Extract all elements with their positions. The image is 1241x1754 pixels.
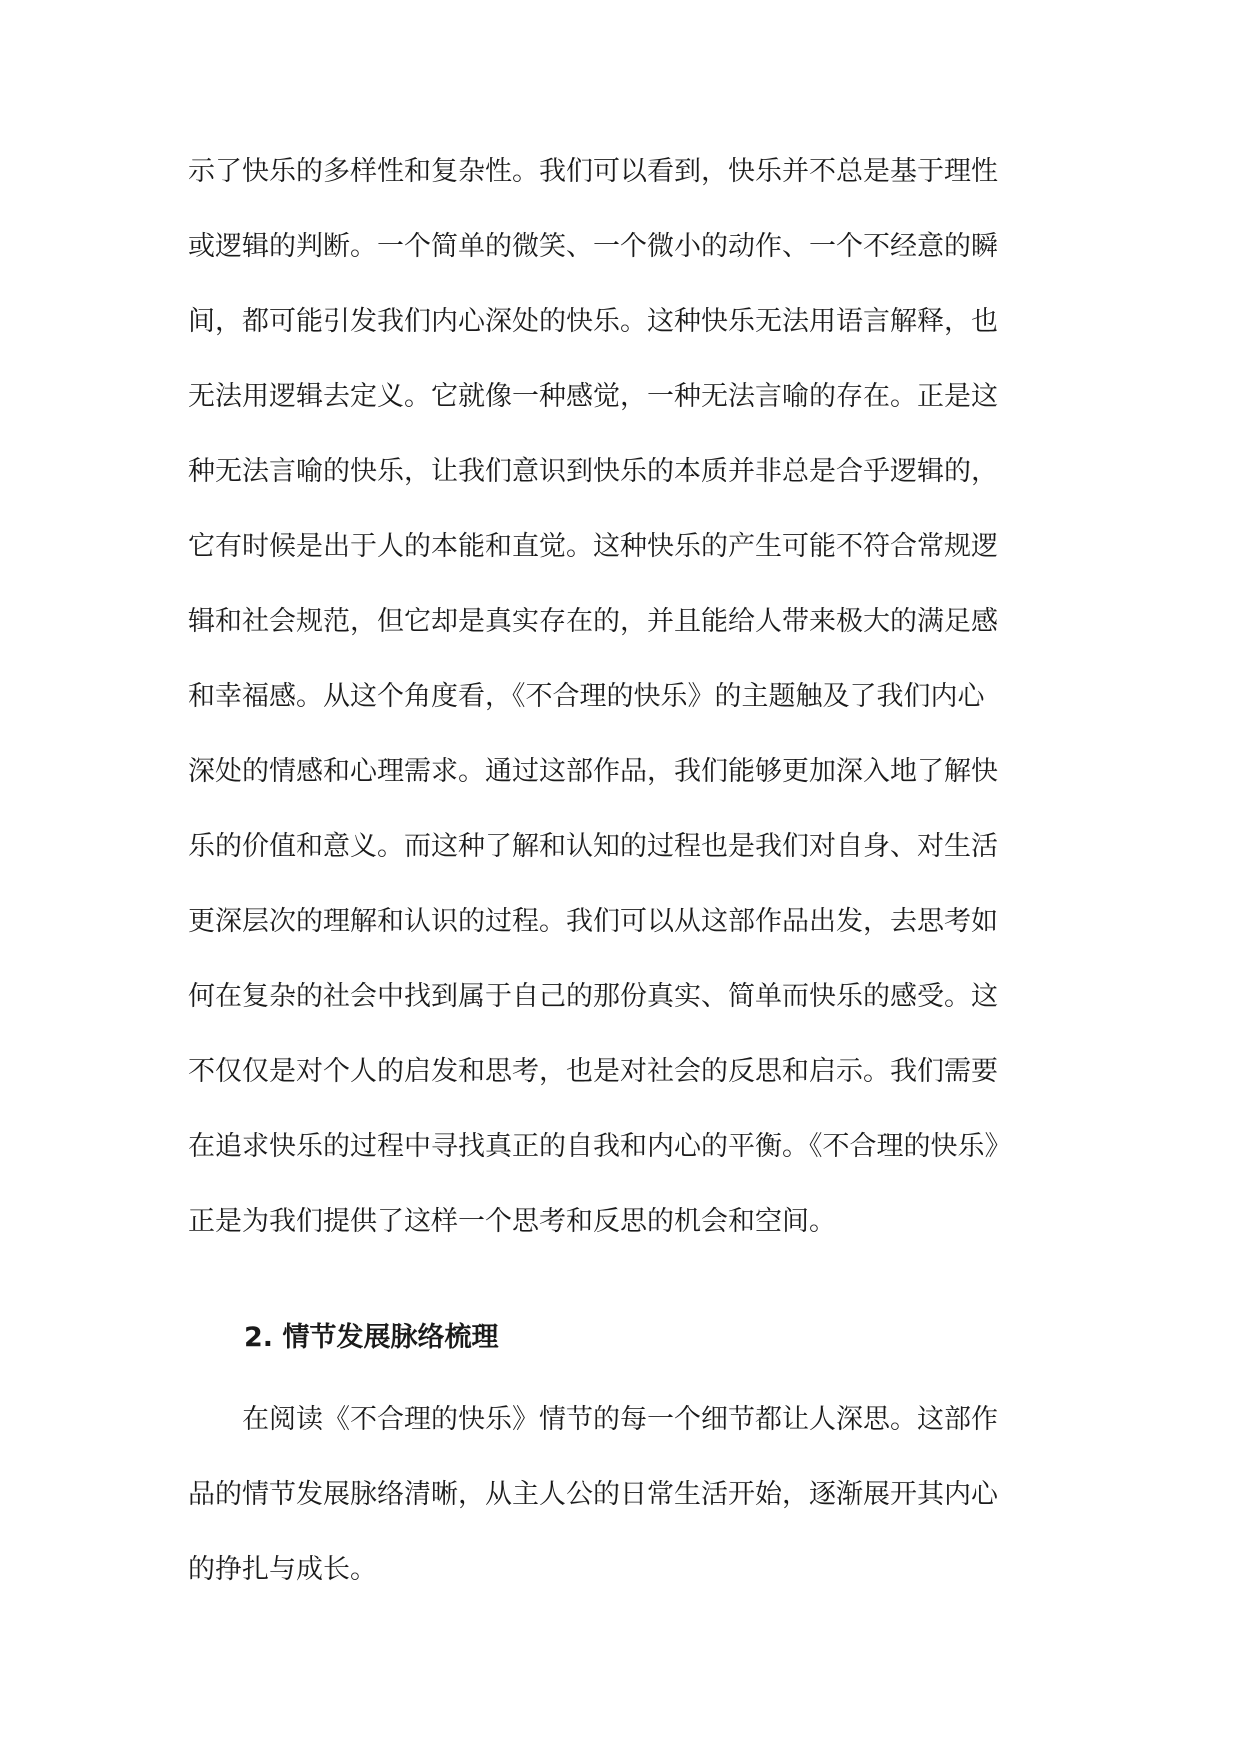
paragraph-line: 种无法言喻的快乐，让我们意识到快乐的本质并非总是合乎逻辑的， [188, 456, 998, 487]
paragraph-line: 更深层次的理解和认识的过程。我们可以从这部作品出发，去思考如 [188, 906, 998, 937]
paragraph-line: 乐的价值和意义。而这种了解和认知的过程也是我们对自身、对生活 [188, 831, 998, 862]
paragraph-line: 不仅仅是对个人的启发和思考，也是对社会的反思和启示。我们需要 [188, 1056, 998, 1087]
paragraph-line: 间，都可能引发我们内心深处的快乐。这种快乐无法用语言解释，也 [188, 306, 998, 337]
paragraph-line: 辑和社会规范，但它却是真实存在的，并且能给人带来极大的满足感 [188, 606, 998, 637]
paragraph-line: 正是为我们提供了这样一个思考和反思的机会和空间。 [188, 1206, 836, 1237]
paragraph-line: 和幸福感。从这个角度看，《不合理的快乐》的主题触及了我们内心 [188, 681, 985, 712]
paragraph-line: 示了快乐的多样性和复杂性。我们可以看到，快乐并不总是基于理性 [188, 156, 998, 187]
paragraph-line: 在阅读《不合理的快乐》情节的每一个细节都让人深思。这部作 [188, 1404, 998, 1435]
paragraph-line: 品的情节发展脉络清晰，从主人公的日常生活开始，逐渐展开其内心 [188, 1479, 998, 1510]
paragraph-line: 的挣扎与成长。 [188, 1554, 377, 1585]
paragraph-line: 在追求快乐的过程中寻找真正的自我和内心的平衡。《不合理的快乐》 [188, 1131, 1012, 1162]
paragraph-line: 无法用逻辑去定义。它就像一种感觉，一种无法言喻的存在。正是这 [188, 381, 998, 412]
section-heading: 2. 情节发展脉络梳理 [244, 1322, 499, 1353]
paragraph-line: 它有时候是出于人的本能和直觉。这种快乐的产生可能不符合常规逻 [188, 531, 998, 562]
paragraph-line: 或逻辑的判断。一个简单的微笑、一个微小的动作、一个不经意的瞬 [188, 231, 998, 262]
paragraph-line: 何在复杂的社会中找到属于自己的那份真实、简单而快乐的感受。这 [188, 981, 998, 1012]
paragraph-line: 深处的情感和心理需求。通过这部作品，我们能够更加深入地了解快 [188, 756, 998, 787]
